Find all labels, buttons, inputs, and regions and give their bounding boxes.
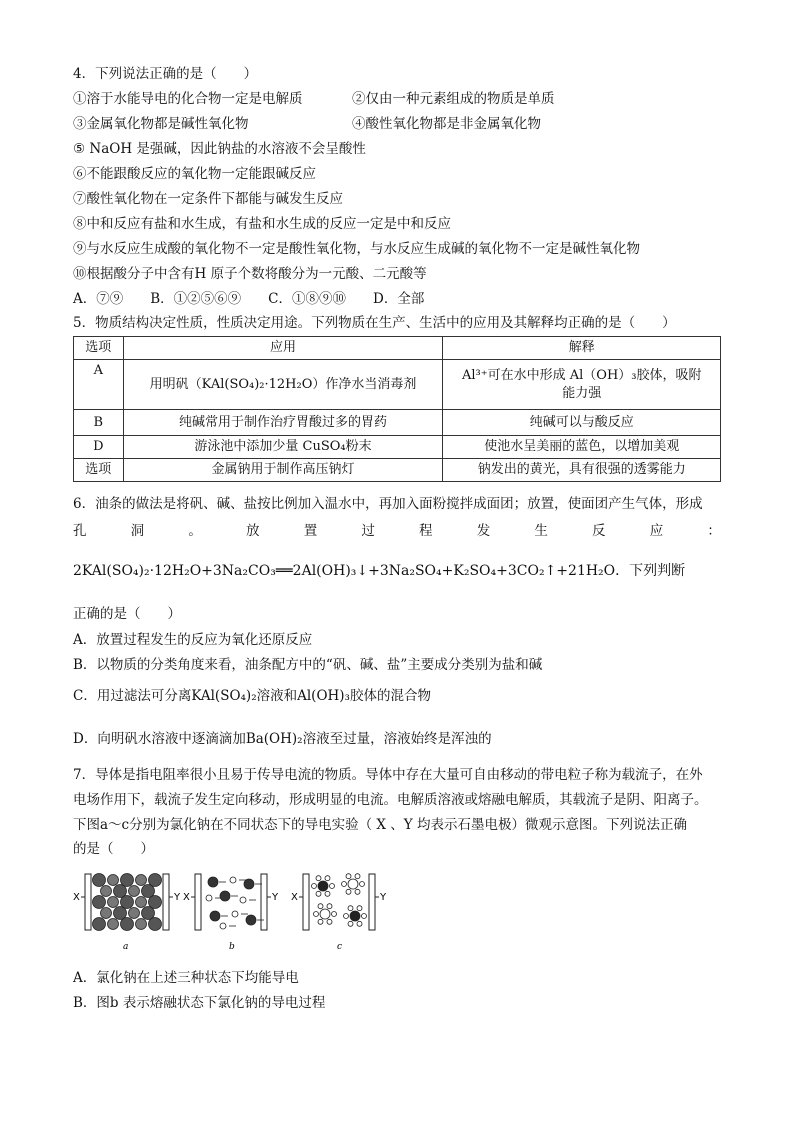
water-molecule <box>342 882 347 887</box>
q4-options: A．⑦⑨ B．①②⑤⑥⑨ C．①⑧⑨⑩ D．全部 <box>73 291 425 307</box>
q7-stem-line4: 的是（ ） <box>73 841 154 857</box>
cation <box>208 877 218 887</box>
row-option: B <box>74 410 124 436</box>
panel-c <box>291 874 387 952</box>
cation <box>244 879 254 889</box>
lattice-ion <box>136 875 147 886</box>
electrode-x <box>303 874 309 930</box>
water-molecule <box>325 876 330 881</box>
water-molecule <box>346 889 351 894</box>
row-application: 纯碱常用于制作治疗胃酸过多的胃药 <box>123 410 443 436</box>
water-molecule <box>318 919 323 924</box>
lattice-ion <box>108 919 119 930</box>
q7-stem-line1: 7．导体是指电阻率很小且易于传导电流的物质。导体中存在大量可自由移动的带电粒子称为载流子，在外 <box>73 767 703 783</box>
row-option: A <box>74 360 124 410</box>
electrode-y <box>163 874 169 930</box>
electrode-x-label: X <box>291 892 298 903</box>
electrode-x <box>195 874 201 930</box>
moving-ions <box>206 877 264 929</box>
table-row <box>74 436 721 459</box>
water-molecule <box>355 874 360 879</box>
electrode-y <box>261 874 267 930</box>
ion-lattice <box>93 874 162 931</box>
anion <box>220 923 226 929</box>
hydrated-anion <box>348 879 358 889</box>
water-molecule <box>312 884 317 889</box>
lattice-ion <box>93 918 106 931</box>
q4-statement-10: ⑩根据酸分子中含有H 原子个数将酸分为一元酸、二元酸等 <box>73 266 427 282</box>
lattice-ion <box>93 896 106 909</box>
q4-statement-9: ⑨与水反应生成酸的氧化物不一定是酸性氧化物，与水反应生成碱的氧化物不一定是碱性氧化物 <box>73 241 640 257</box>
electrode-x <box>85 874 91 930</box>
q6-char: ： <box>707 523 721 539</box>
q6-char: 。 <box>188 523 202 539</box>
q6-equation: 2KAl(SO₄)₂·12H₂O+3Na₂CO₃══2Al(OH)₃↓+3Na₂SO₄+K₂SO₄+3CO₂↑+21H₂O．下列判断 <box>73 563 686 579</box>
anion <box>240 897 246 903</box>
row-explanation-line: 能力强 <box>562 385 602 401</box>
q6-char: 放 <box>246 523 260 539</box>
q4-statement-2: ②仅由一种元素组成的物质是单质 <box>352 91 555 107</box>
cation <box>246 915 256 925</box>
water-molecule <box>357 906 362 911</box>
lattice-ion <box>101 908 112 919</box>
q4-statement-5: ⑤ NaOH 是强碱，因此钠盐的水溶液不会呈酸性 <box>73 141 366 157</box>
water-molecule <box>314 912 319 917</box>
q6-option-a: A．放置过程发生的反应为氧化还原反应 <box>73 632 313 648</box>
q6-option-d: D．向明矾水溶液中逐滴滴加Ba(OH)₂溶液至过量，溶液始终是浑浊的 <box>73 731 492 747</box>
row-option: 选项 <box>74 459 124 482</box>
q6-char: 反 <box>592 523 606 539</box>
lattice-ion <box>149 918 162 931</box>
water-molecule <box>346 874 351 879</box>
anion <box>206 895 212 901</box>
table-header-option: 选项 <box>74 337 124 360</box>
row-explanation: 使池水呈美丽的蓝色，以增加美观 <box>443 436 721 459</box>
table-header-row <box>74 337 721 360</box>
water-molecule <box>332 912 337 917</box>
table-header-explanation: 解释 <box>443 337 721 360</box>
electrode-y-label: Y <box>174 892 181 903</box>
lattice-ion <box>129 886 140 897</box>
row-explanation-line: Al³⁺可在水中形成 Al（OH）₃胶体，吸附 <box>461 367 702 383</box>
table-row <box>74 410 721 436</box>
water-molecule <box>348 906 353 911</box>
q6-char: 程 <box>419 523 433 539</box>
water-molecule <box>355 889 360 894</box>
row-explanation: 纯碱可以与酸反应 <box>443 410 721 436</box>
q4-stem: 4．下列说法正确的是（ ） <box>73 66 258 82</box>
q6-char: 洞 <box>130 523 145 539</box>
q7-option-a: A．氯化钠在上述三种状态下均能导电 <box>73 970 299 986</box>
water-molecule <box>344 914 349 919</box>
q7-stem-line3: 下图a～c分别为氯化钠在不同状态下的导电实验（ X 、Y 均表示石墨电极）微观示意图。下列说法正确 <box>73 817 688 833</box>
table-header-application: 应用 <box>123 337 443 360</box>
water-molecule <box>362 914 367 919</box>
panel-a-label: a <box>123 942 129 952</box>
lattice-ion <box>136 897 147 908</box>
q6-char: 应 <box>649 523 664 539</box>
cation <box>210 911 220 921</box>
table-row <box>74 360 721 410</box>
electrode-y-label: Y <box>272 892 279 903</box>
lattice-ion <box>108 875 119 886</box>
row-application: 游泳池中添加少量 CuSO₄粉末 <box>123 436 443 459</box>
water-molecule <box>325 891 330 896</box>
water-molecule <box>330 884 335 889</box>
q5-stem: 5．物质结构决定性质，性质决定用途。下列物质在生产、生活中的应用及其解释均正确的是（ ） <box>73 315 676 331</box>
q4-statement-7: ⑦酸性氧化物在一定条件下都能与碱发生反应 <box>73 191 343 207</box>
water-molecule <box>360 882 365 887</box>
row-explanation: 钠发出的黄光，具有很强的透雾能力 <box>443 459 721 482</box>
q6-char: 置 <box>303 523 318 539</box>
q4-statement-1: ①溶于水能导电的化合物一定是电解质 <box>73 91 303 107</box>
lattice-ion <box>129 908 140 919</box>
anion <box>230 877 236 883</box>
hydrated-cation <box>318 881 328 891</box>
q7-option-b: B．图b 表示熔融状态下氯化钠的导电过程 <box>73 995 326 1011</box>
panel-b <box>183 874 279 952</box>
water-molecule <box>327 904 332 909</box>
q6-option-b: B．以物质的分类角度来看，油条配方中的“矾、碱、盐”主要成分类别为盐和碱 <box>73 657 543 673</box>
anion <box>232 911 238 917</box>
hydrated-ions <box>312 874 367 927</box>
q6-stem-line3: 正确的是（ ） <box>73 606 181 622</box>
electrode-y <box>369 874 375 930</box>
water-molecule <box>318 904 323 909</box>
cation <box>220 891 230 901</box>
q5-table <box>73 336 721 482</box>
q4-statement-4: ④酸性氧化物都是非金属氧化物 <box>352 116 541 132</box>
table-row <box>74 459 721 482</box>
q6-char: 发 <box>476 523 491 539</box>
q6-char: 孔 <box>73 523 87 539</box>
electrode-x-label: X <box>73 892 80 903</box>
q4-statement-6: ⑥不能跟酸反应的氧化物一定能跟碱反应 <box>73 166 316 182</box>
row-application: 用明矾（KAl(SO₄)₂·12H₂O）作净水当消毒剂 <box>123 360 443 410</box>
water-molecule <box>348 921 353 926</box>
lattice-ion <box>93 874 106 887</box>
q7-stem-line2: 电场作用下，载流子发生定向移动，形成明显的电流。电解质溶液或熔融电解质，其载流子是阴、阳离子。 <box>73 792 708 808</box>
lattice-ion <box>121 918 134 931</box>
q6-option-c: C．用过滤法可分离KAl(SO₄)₂溶液和Al(OH)₃胶体的混合物 <box>73 688 431 704</box>
q6-stem-line2 <box>73 519 721 539</box>
q6-stem-line1: 6．油条的做法是将矾、碱、盐按比例加入温水中，再加入面粉搅拌成面团；放置，使面团产生气体，形成 <box>73 496 703 512</box>
q6-char: 过 <box>361 523 375 539</box>
panel-a <box>73 874 181 953</box>
electrode-y-label: Y <box>380 892 387 903</box>
nacl-conduction-figure <box>73 870 393 952</box>
water-molecule <box>316 891 321 896</box>
water-molecule <box>316 876 321 881</box>
lattice-ion <box>108 897 119 908</box>
lattice-ion <box>101 886 112 897</box>
q6-char: 生 <box>534 523 548 539</box>
row-explanation <box>443 360 721 410</box>
q4-statement-3: ③金属氧化物都是碱性氧化物 <box>73 116 249 132</box>
hydrated-anion <box>320 909 330 919</box>
water-molecule <box>327 919 332 924</box>
hydrated-cation <box>350 911 360 921</box>
row-option: D <box>74 436 124 459</box>
panel-c-label: c <box>337 942 343 952</box>
electrode-x-label: X <box>183 892 190 903</box>
water-molecule <box>357 921 362 926</box>
panel-b-label: b <box>229 942 235 952</box>
row-application: 金属钠用于制作高压钠灯 <box>123 459 443 482</box>
q4-statement-8: ⑧中和反应有盐和水生成，有盐和水生成的反应一定是中和反应 <box>73 216 451 232</box>
lattice-ion <box>136 919 147 930</box>
